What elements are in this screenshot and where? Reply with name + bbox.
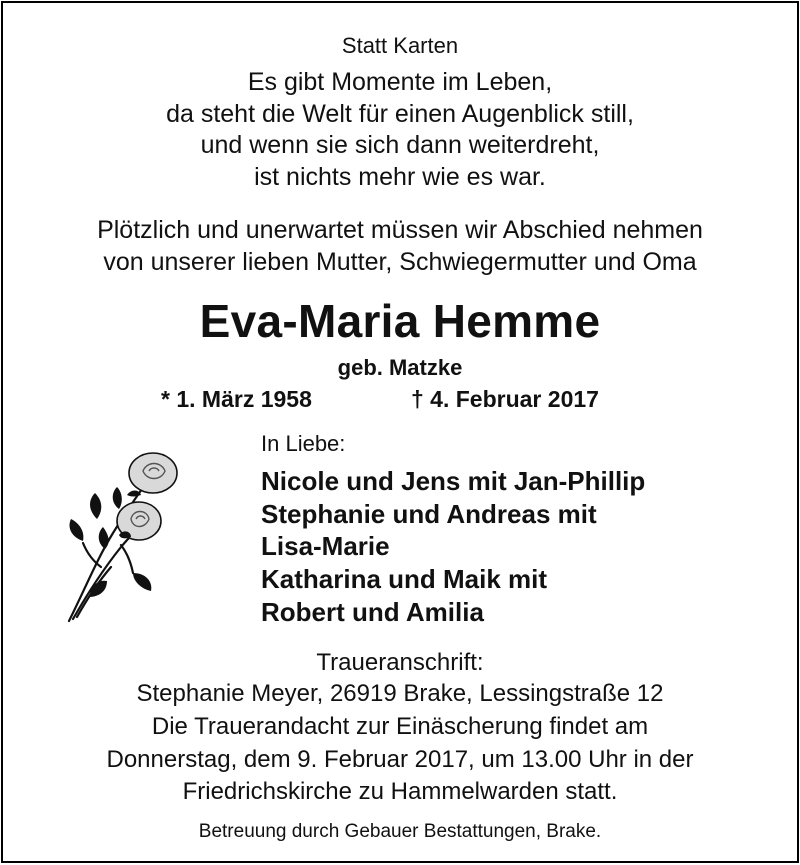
mourner-line: Stephanie und Andreas mit [261,498,597,529]
mourner-line: Lisa-Marie [261,531,390,562]
birth-date: * 1. März 1958 [161,386,312,412]
service-info [3,711,797,809]
intro-text [3,215,797,278]
obituary-notice [1,1,799,863]
intro-line: Plötzlich und unerwartet müssen wir Abschied nehmen [97,216,703,244]
intro-line: von unserer lieben Mutter, Schwiegermutter und Oma [103,247,697,276]
death-date: † 4. Februar 2017 [411,386,599,412]
birth-name: geb. Matzke [337,355,463,380]
poem [3,67,797,193]
service-line: Die Trauerandacht zur Einäscherung findet am [151,713,649,740]
mourner-line: Nicole und Jens mit Jan-Phillip [261,466,646,496]
deceased-name: Eva-Maria Hemme [199,295,601,347]
service-line: Donnerstag, dem 9. Februar 2017, um 13.00 Uhr in der [106,745,694,773]
life-dates [3,386,797,416]
mourners-list [261,465,645,629]
mourner-line: Katharina und Maik mit [261,564,548,595]
mourners-label: In Liebe: [261,431,346,456]
address-label: Traueranschrift: [316,649,484,676]
poem-line: und wenn sie sich dann weiterdreht, [200,131,600,159]
poem-line: ist nichts mehr wie es war. [254,162,546,191]
roses-icon [61,449,189,625]
header-text: Statt Karten [341,33,459,58]
mourner-line: Robert und Amilia [261,596,484,627]
undertaker-text: Betreuung durch Gebauer Bestattungen, Brake. [198,821,602,842]
poem-line: da steht die Welt für einen Augenblick still, [166,99,634,128]
address-value: Stephanie Meyer, 26919 Brake, Lessingstraße 12 [136,680,664,707]
service-line: Friedrichskirche zu Hammelwarden statt. [182,778,618,805]
poem-line: Es gibt Momente im Leben, [247,68,553,96]
